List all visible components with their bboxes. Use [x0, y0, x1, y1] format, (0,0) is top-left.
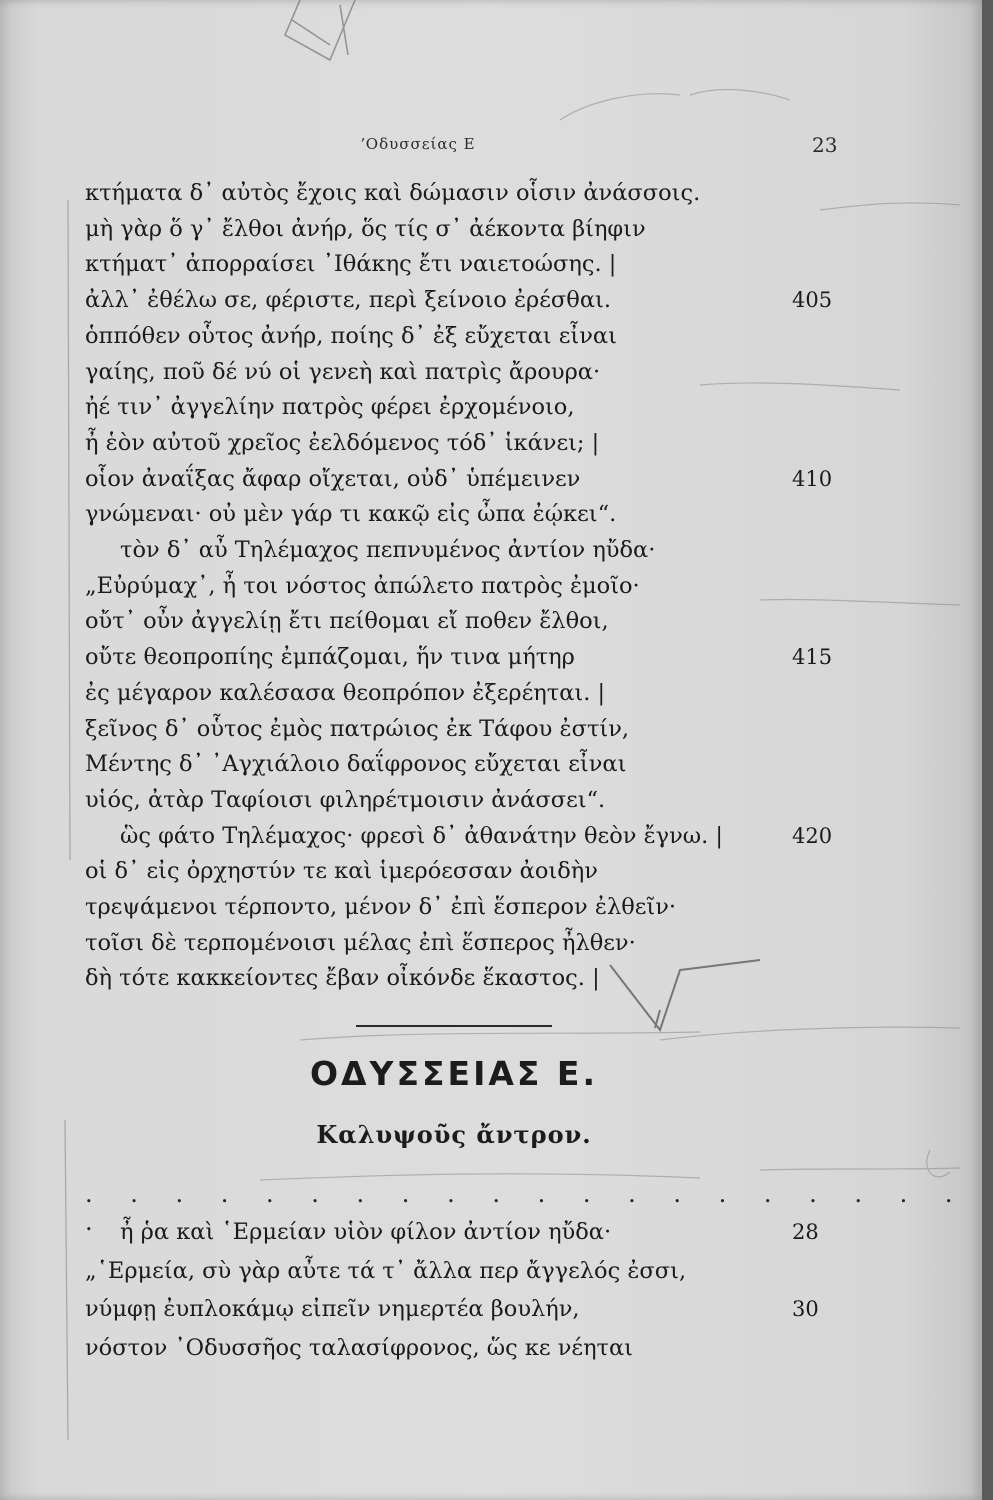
verse-line: [0, 318, 982, 354]
line-number: 410: [792, 466, 833, 491]
book-subtitle: Καλυψοῦς ἄντρον.: [316, 1120, 592, 1149]
verse-text: γαίης, ποῦ δέ νύ οἱ γενεὴ καὶ πατρὶς ἄρουρα·: [85, 358, 601, 385]
verse-line: [0, 246, 982, 282]
verse-text: υἱός, ἀτὰρ Ταφίοισι φιληρέτμοισιν ἀνάσσει“.: [85, 786, 606, 813]
verse-text: κτήματα δ᾽ αὐτὸς ἔχοις καὶ δώμασιν οἷσιν ἀνάσσοις.: [85, 180, 701, 206]
verse-line: [0, 675, 982, 711]
verse-text: „῾Ερμεία, σὺ γὰρ αὖτε τά τ᾽ ἄλλα περ ἄγγελός ἐσσι,: [85, 1257, 687, 1284]
line-number: 405: [792, 288, 833, 313]
verse-text: „Εὐρύμαχ᾽, ἦ τοι νόστος ἀπώλετο πατρὸς ἐμοῖο·: [85, 572, 640, 599]
line-number: 28: [792, 1220, 819, 1244]
verse-line: [0, 1330, 982, 1366]
verse-text: ἀλλ᾽ ἐθέλω σε, φέριστε, περὶ ξείνοιο ἐρέσθαι.: [85, 287, 611, 314]
verse-line: [0, 746, 982, 782]
verse-text: οὔτε θεοπροπίης ἐμπάζομαι, ἥν τινα μήτηρ: [85, 644, 575, 671]
verse-line: [0, 461, 982, 497]
verse-text: νύμφῃ ἐυπλοκάμῳ εἰπεῖν νημερτέα βουλήν,: [85, 1296, 580, 1322]
verse-text: ἦ ἑὸν αὐτοῦ χρεῖος ἐελδόμενος τόδ᾽ ἱκάνει; |: [85, 429, 600, 456]
verse-text: γνώμεναι· οὐ μὲν γάρ τι κακῷ εἰς ὦπα ἐῴκει“.: [85, 501, 617, 528]
verse-text: τρεψάμενοι τέρποντο, μένον δ᾽ ἐπὶ ἕσπερον ἐλθεῖν·: [85, 894, 677, 920]
verse-text: ἠέ τιν᾽ ἀγγελίην πατρὸς φέρει ἐρχομένοιο,: [85, 394, 575, 421]
verse-line: [0, 853, 982, 889]
verse-text: δὴ τότε κακκείοντες ἔβαν οἶκόνδε ἕκαστος. |: [85, 965, 600, 992]
verse-text: ὣς φάτο Τηλέμαχος· φρεσὶ δ᾽ ἀθανάτην θεὸν ἔγνω. |: [120, 822, 723, 849]
line-number: 420: [792, 823, 833, 848]
verse-text: ἦ ῥα καὶ ῾Ερμείαν υἱὸν φίλον ἀντίον ηὔδα·: [120, 1219, 612, 1245]
verse-line: [0, 603, 982, 639]
verse-line: [0, 175, 982, 211]
verse-line: [0, 568, 982, 604]
verse-line: [0, 1291, 982, 1327]
verse-line: [0, 389, 982, 425]
running-title: ʼΟδυσσείας Ε: [360, 135, 476, 153]
verse-text: Μέντης δ᾽ ᾽Αγχιάλοιο δαΐφρονος εὔχεται εἶναι: [85, 751, 627, 778]
page-number: 23: [812, 133, 838, 157]
verse-line: [0, 925, 982, 961]
verse-line: [0, 639, 982, 675]
ellipsis-dots: . . . . . . . . . . . . . . . . . . . . .: [85, 1180, 968, 1236]
line-number: 415: [792, 645, 833, 670]
verse-text: ξεῖνος δ᾽ οὗτος ἐμὸς πατρώιος ἐκ Τάφου ἐστίν,: [85, 715, 630, 742]
verse-line: [0, 1214, 982, 1250]
verse-line: [0, 354, 982, 390]
verse-text: ἐς μέγαρον καλέσασα θεοπρόπον ἐξερέηται. |: [85, 679, 606, 706]
verse-text: νόστον ᾽Οδυσσῆος ταλασίφρονος, ὥς κε νέηται: [85, 1334, 634, 1361]
verse-line: [0, 782, 982, 818]
verse-line: [0, 425, 982, 461]
verse-line: [0, 1253, 982, 1289]
verse-text: οὔτ᾽ οὖν ἀγγελίῃ ἔτι πείθομαι εἴ ποθεν ἔλθοι,: [85, 608, 609, 635]
section-rule: [356, 1025, 552, 1027]
verse-text: οἱ δ᾽ εἰς ὀρχηστύν τε καὶ ἱμερόεσσαν ἀοιδὴν: [85, 858, 598, 885]
verse-text: οἷον ἀναΐξας ἄφαρ οἴχεται, οὐδ᾽ ὑπέμεινεν: [85, 465, 581, 492]
verse-text: κτήματ᾽ ἀπορραίσει ᾽Ιθάκης ἔτι ναιετοώσης. |: [85, 251, 617, 278]
line-number: 30: [792, 1297, 819, 1321]
verse-line: [0, 818, 982, 854]
verse-text: μὴ γὰρ ὅ γ᾽ ἔλθοι ἀνήρ, ὅς τίς σ᾽ ἀέκοντα βίηφιν: [85, 215, 646, 242]
verse-text: ὁππόθεν οὗτος ἀνήρ, ποίης δ᾽ ἐξ εὔχεται εἶναι: [85, 322, 617, 349]
verse-line: [0, 211, 982, 247]
book-title: ΟΔΥΣΣΕΙΑΣ Ε.: [309, 1054, 599, 1093]
running-head: [0, 135, 982, 161]
verse-text: τοῖσι δὲ τερπομένοισι μέλας ἐπὶ ἕσπερος ἦλθεν·: [85, 929, 636, 956]
verse-line: [0, 282, 982, 318]
verse-text: τὸν δ᾽ αὖ Τηλέμαχος πεπνυμένος ἀντίον ηὔδα·: [120, 537, 656, 563]
book-edge: [982, 0, 993, 1500]
verse-line: [0, 496, 982, 532]
verse-line: [0, 532, 982, 568]
verse-line: [0, 960, 982, 996]
verse-line: [0, 711, 982, 747]
verse-line: [0, 889, 982, 925]
